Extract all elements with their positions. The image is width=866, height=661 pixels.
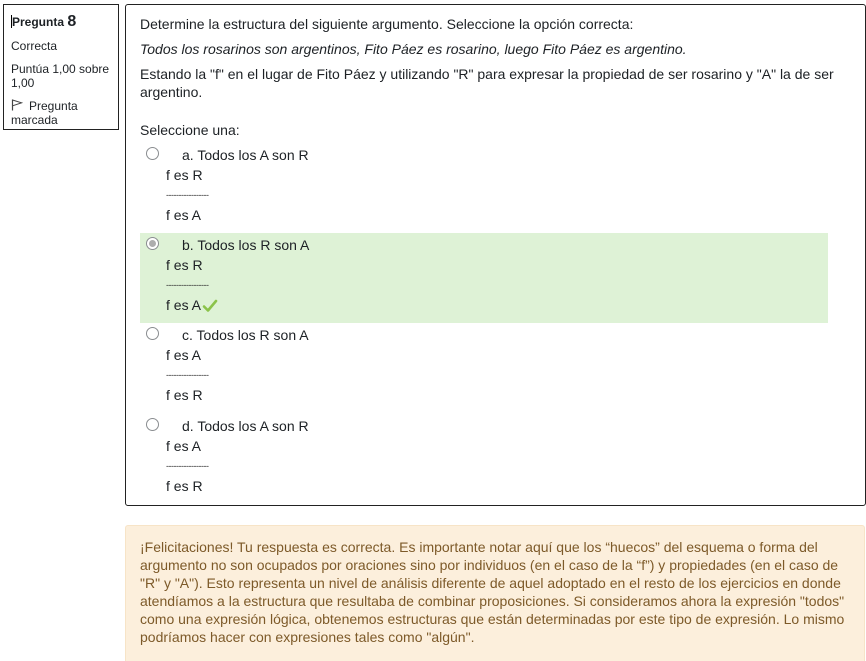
radio-option-b[interactable] — [146, 237, 159, 250]
option-premise: f es A — [166, 347, 202, 363]
question-grade: Puntúa 1,00 sobre 1,00 — [11, 62, 110, 90]
option-conclusion: f es R — [166, 387, 203, 403]
option-label: b. Todos los R son A — [182, 237, 310, 253]
answer-option-b[interactable] — [140, 233, 828, 323]
question-instruction: Determine la estructura del siguiente argumento. Seleccione la opción correcta: — [140, 16, 634, 32]
option-label: d. Todos los A son R — [182, 418, 309, 434]
answer-option-a[interactable] — [140, 143, 828, 233]
option-separator: ----------------- — [166, 190, 209, 200]
option-separator: ----------------- — [166, 461, 209, 471]
answer-prompt: Seleccione una: — [140, 122, 240, 138]
option-conclusion: f es R — [166, 478, 203, 494]
option-conclusion: f es A — [166, 297, 202, 313]
radio-option-d[interactable] — [146, 418, 159, 431]
option-label: a. Todos los A son R — [182, 147, 309, 163]
option-conclusion-row — [140, 295, 828, 315]
answer-options — [140, 143, 855, 504]
option-conclusion: f es A — [166, 207, 202, 223]
flag-icon — [11, 99, 23, 111]
option-separator: ----------------- — [166, 280, 209, 290]
flag-question-link[interactable] — [11, 99, 110, 127]
general-feedback — [125, 525, 865, 661]
option-premise: f es R — [166, 167, 203, 183]
correct-check-icon — [202, 298, 218, 314]
question-info-panel — [3, 4, 119, 130]
radio-option-c[interactable] — [146, 327, 159, 340]
question-clarification: Estando la "f" en el lugar de Fito Páez y utilizando "R" para expresar la propiedad de ser rosarino y "A" la de ser argentino. — [140, 66, 834, 100]
answer-option-d[interactable] — [140, 414, 828, 504]
option-premise: f es R — [166, 257, 203, 273]
question-number-heading — [11, 13, 110, 31]
option-separator: ----------------- — [166, 370, 209, 380]
question-state: Correcta — [11, 39, 58, 53]
flag-label: Pregunta marcada — [11, 99, 78, 127]
option-label: c. Todos los R son A — [182, 327, 309, 343]
option-premise: f es A — [166, 438, 202, 454]
question-content — [125, 4, 866, 506]
answer-option-c[interactable] — [140, 323, 828, 414]
feedback-text: ¡Felicitaciones! Tu respuesta es correcta. Es importante notar aquí que los “huecos” del esquema o forma del argumento no son ocupados por oraciones sino por individuos (en el caso de la “f”) y propiedades (en el caso de "R" y "A"). Esto representa un nivel de análisis diferente de aquel adoptado en el resto de los ejercicios en donde atendíamos a la estructura que resultaba de combinar proposiciones. Si consideramos ahora la expresión "todos" como una expresión lógica, obtenemos estructuras que están determinadas por este tipo de expresión. Lo mismo podríamos hacer con expresiones tales como "algún". — [140, 539, 845, 645]
question-argument: Todos los rosarinos son argentinos, Fito Páez es rosarino, luego Fito Páez es argentino. — [140, 41, 687, 57]
radio-option-a[interactable] — [146, 147, 159, 160]
question-label: Pregunta — [12, 15, 65, 29]
question-text — [140, 15, 855, 101]
question-number: 8 — [67, 13, 77, 30]
